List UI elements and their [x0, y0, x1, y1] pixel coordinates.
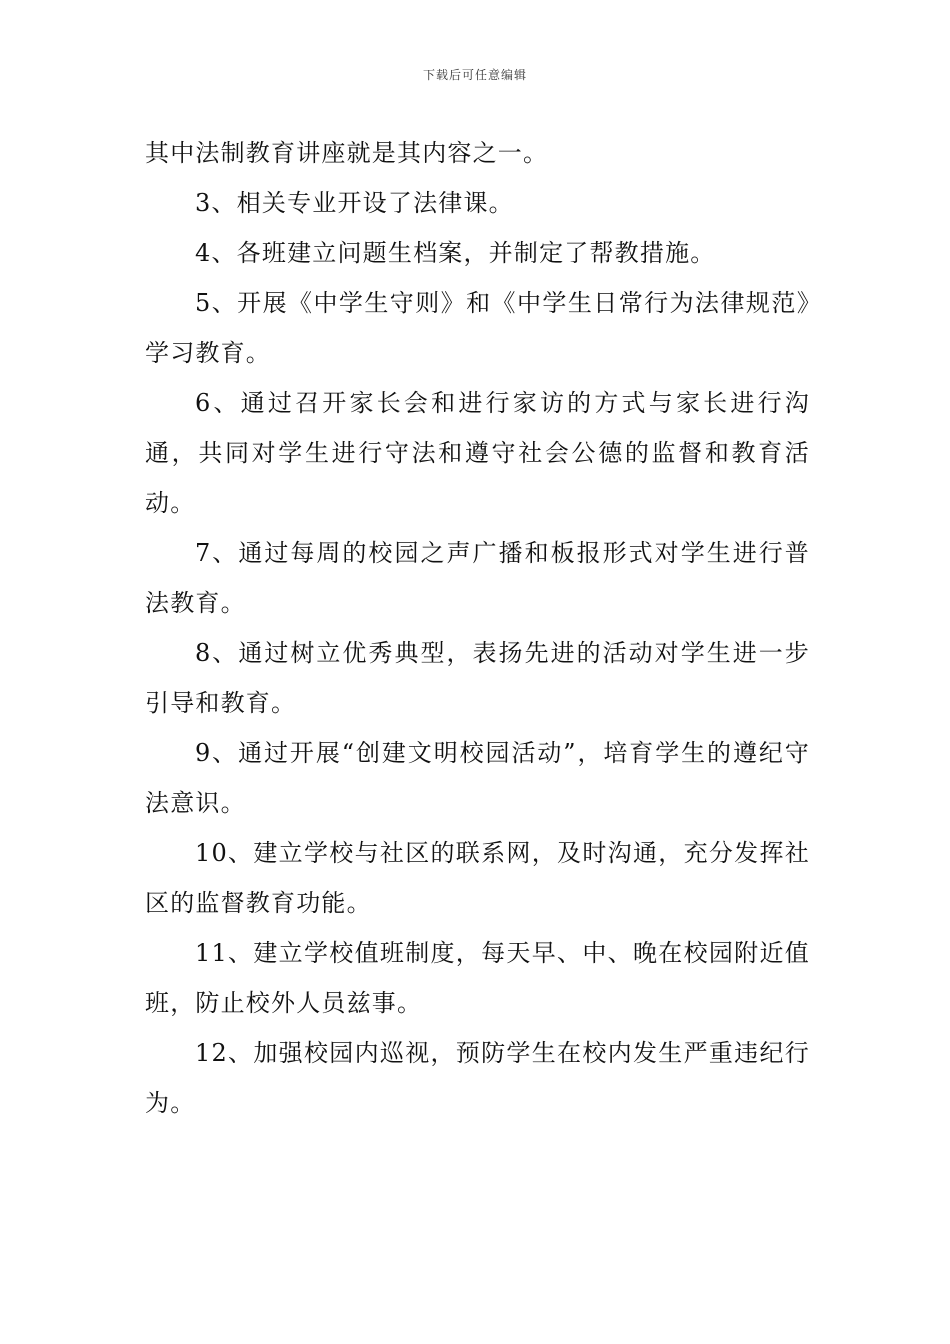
paragraph: 8、通过树立优秀典型，表扬先进的活动对学生进一步引导和教育。 [145, 639, 810, 717]
paragraph: 11、建立学校值班制度，每天早、中、晚在校园附近值班，防止校外人员兹事。 [145, 939, 810, 1017]
header-note: 下载后可任意编辑 [422, 68, 527, 82]
paragraph: 6、通过召开家长会和进行家访的方式与家长进行沟通，共同对学生进行守法和遵守社会公德的监督和教育活动。 [145, 389, 810, 517]
paragraph: 3、相关专业开设了法律课。 [195, 189, 514, 217]
paragraph: 4、各班建立问题生档案，并制定了帮教措施。 [195, 239, 716, 267]
paragraph: 10、建立学校与社区的联系网，及时沟通，充分发挥社区的监督教育功能。 [145, 839, 810, 917]
paragraph: 12、加强校园内巡视，预防学生在校内发生严重违纪行为。 [145, 1039, 810, 1117]
paragraph: 7、通过每周的校园之声广播和板报形式对学生进行普法教育。 [145, 539, 810, 617]
paragraph: 5、开展《中学生守则》和《中学生日常行为法律规范》学习教育。 [145, 289, 810, 367]
paragraph: 其中法制教育讲座就是其内容之一。 [145, 139, 549, 167]
paragraph: 9、通过开展“创建文明校园活动”，培育学生的遵纪守法意识。 [145, 739, 810, 817]
document-body [145, 128, 810, 1128]
